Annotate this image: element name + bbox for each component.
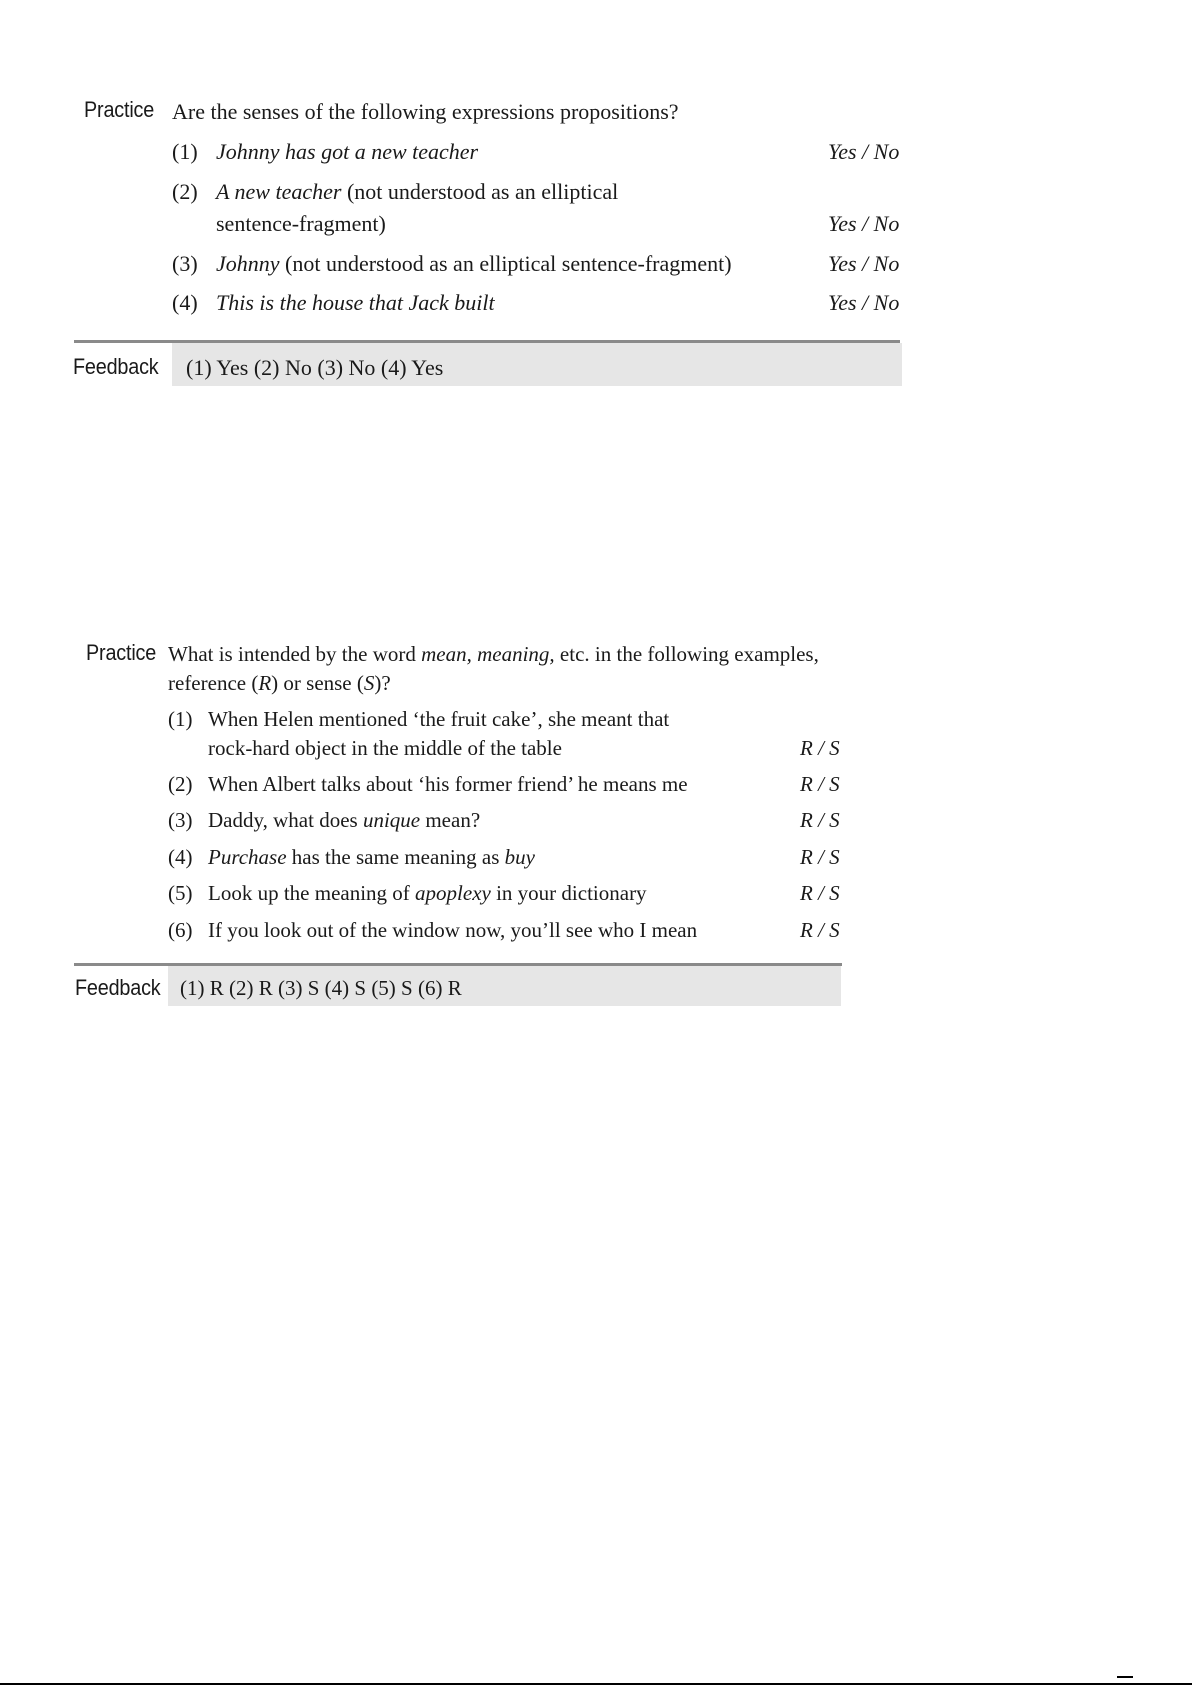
question-part: reference ( (168, 671, 259, 695)
item-text (208, 916, 697, 944)
answer-option: R / S (800, 845, 840, 869)
practice-question: Are the senses of the following expressions propositions? (172, 99, 679, 124)
item-text-part: sentence-fragment) (216, 211, 386, 236)
item-text-part: rock-hard object in the middle of the table (208, 736, 562, 760)
item-text (216, 178, 618, 206)
answer-option: R / S (800, 736, 840, 760)
item-text-part: A new teacher (216, 179, 342, 204)
feedback-text: (1) Yes (2) No (3) No (4) Yes (186, 355, 444, 380)
question-part: R (258, 671, 272, 695)
answer-option: Yes / No (828, 251, 900, 276)
item-text-part: Look up the meaning of (208, 881, 416, 905)
item-number: (2) (168, 772, 193, 796)
item-text-part: buy (504, 845, 535, 869)
feedback-label: Feedback (73, 354, 159, 379)
item-text-part: When Albert talks about ‘his former friend’ he means me (208, 772, 688, 796)
item-text (208, 770, 688, 798)
item-text (216, 289, 495, 317)
item-text-part: Johnny has got a new teacher (216, 139, 479, 164)
item-text-part: (not understood as an elliptical (341, 179, 619, 204)
practice-label: Practice (86, 640, 157, 665)
item-number: (2) (172, 179, 198, 204)
question-part: )? (374, 671, 391, 695)
item-text-part: When Helen mentioned ‘the fruit cake’, she meant that (208, 707, 670, 731)
item-text (208, 806, 480, 834)
item-text-part: in your dictionary (490, 881, 647, 905)
item-number: (4) (172, 290, 198, 315)
answer-option: R / S (800, 808, 840, 832)
item-text (208, 705, 669, 733)
answer-option: R / S (800, 881, 840, 905)
answer-option: Yes / No (828, 211, 900, 236)
item-text (208, 879, 647, 907)
item-text-continuation (216, 210, 386, 238)
item-text-part: has the same meaning as (286, 845, 505, 869)
answer-option: R / S (800, 918, 840, 942)
page-corner-mark (1117, 1676, 1133, 1678)
answer-option: R / S (800, 772, 840, 796)
item-text (216, 138, 478, 166)
question-part: ) or sense ( (271, 671, 364, 695)
item-text-part: mean? (420, 808, 481, 832)
item-number: (6) (168, 918, 193, 942)
question-part: S (363, 671, 375, 695)
item-number: (1) (168, 707, 193, 731)
item-text-part: This is the house that Jack built (216, 290, 495, 315)
item-text-part: Purchase (208, 845, 287, 869)
item-text (216, 250, 732, 278)
item-number: (5) (168, 881, 193, 905)
item-text-part: apoplexy (415, 881, 491, 905)
answer-option: Yes / No (828, 290, 900, 315)
question-part: mean, meaning, (421, 642, 555, 666)
item-number: (3) (168, 808, 193, 832)
item-text-part: unique (362, 808, 421, 832)
practice-label: Practice (84, 97, 155, 122)
item-text-part: Johnny (216, 251, 280, 276)
answer-option: Yes / No (828, 139, 900, 164)
feedback-text: (1) R (2) R (3) S (4) S (5) S (6) R (180, 976, 462, 1000)
item-text-part: If you look out of the window now, you’ll see who I mean (208, 918, 698, 942)
feedback-label: Feedback (75, 975, 161, 1000)
question-part: etc. in the following examples, (554, 642, 819, 666)
item-text (208, 843, 535, 871)
practice-question-continuation (168, 669, 391, 697)
item-number: (4) (168, 845, 193, 869)
item-number: (1) (172, 139, 198, 164)
question-part: What is intended by the word (168, 642, 422, 666)
item-text-part: Daddy, what does (208, 808, 363, 832)
item-number: (3) (172, 251, 198, 276)
item-text-continuation (208, 734, 562, 762)
item-text-part: (not understood as an elliptical sentence-fragment) (279, 251, 732, 276)
practice-question (168, 640, 819, 668)
